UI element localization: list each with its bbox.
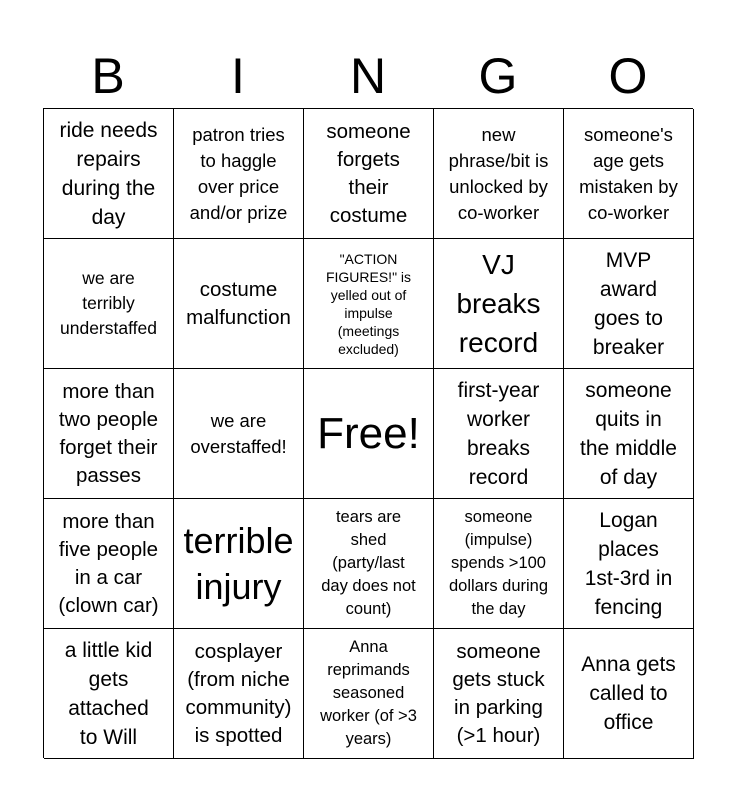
cell-text: someone (impulse) spends >100 dollars during the day bbox=[448, 508, 549, 618]
bingo-cell-r1c1[interactable] bbox=[44, 109, 174, 239]
bingo-cell-r2c3[interactable] bbox=[304, 239, 434, 369]
cell-text: new phrase/bit is unlocked by co-worker bbox=[448, 123, 549, 223]
cell-text: costume malfunction bbox=[186, 277, 291, 329]
bingo-cell-r4c2[interactable] bbox=[174, 499, 304, 629]
cell-text: tears are shed (party/last day does not count) bbox=[321, 508, 416, 618]
bingo-cell-r5c3[interactable] bbox=[304, 629, 434, 759]
cell-text: more than two people forget their passes bbox=[58, 379, 159, 487]
cell-text: VJ breaks record bbox=[456, 249, 541, 358]
header-letter-g: G bbox=[478, 48, 518, 104]
bingo-cell-r4c1[interactable] bbox=[44, 499, 174, 629]
cell-text: we are overstaffed! bbox=[190, 409, 287, 457]
cell-text: we are terribly understaffed bbox=[60, 268, 157, 338]
cell-text: Anna gets called to office bbox=[581, 653, 676, 734]
bingo-cell-r4c5[interactable] bbox=[564, 499, 694, 629]
bingo-cell-r1c4[interactable] bbox=[434, 109, 564, 239]
bingo-cell-r2c1[interactable] bbox=[44, 239, 174, 369]
bingo-board bbox=[43, 108, 693, 758]
bingo-cell-r5c1[interactable] bbox=[44, 629, 174, 759]
bingo-cell-r5c5[interactable] bbox=[564, 629, 694, 759]
bingo-cell-r5c4[interactable] bbox=[434, 629, 564, 759]
cell-text: "ACTION FIGURES!" is yelled out of impulse (meetings excluded) bbox=[325, 250, 412, 357]
bingo-header bbox=[43, 44, 693, 108]
bingo-cell-r4c4[interactable] bbox=[434, 499, 564, 629]
bingo-cell-r4c3[interactable] bbox=[304, 499, 434, 629]
cell-text: first-year worker breaks record bbox=[457, 378, 540, 489]
bingo-cell-free[interactable] bbox=[304, 369, 434, 499]
bingo-cell-r3c5[interactable] bbox=[564, 369, 694, 499]
cell-text: someone forgets their costume bbox=[326, 119, 411, 227]
header-letter-o: O bbox=[608, 48, 648, 104]
cell-text: someone gets stuck in parking (>1 hour) bbox=[452, 639, 545, 747]
cell-text: ride needs repairs during the day bbox=[59, 118, 158, 229]
bingo-cell-r1c5[interactable] bbox=[564, 109, 694, 239]
bingo-cell-r2c2[interactable] bbox=[174, 239, 304, 369]
bingo-cell-r5c2[interactable] bbox=[174, 629, 304, 759]
cell-text: someone quits in the middle of day bbox=[580, 378, 677, 489]
bingo-cell-r1c2[interactable] bbox=[174, 109, 304, 239]
bingo-cell-r2c5[interactable] bbox=[564, 239, 694, 369]
bingo-cell-r3c1[interactable] bbox=[44, 369, 174, 499]
cell-text: patron tries to haggle over price and/or prize bbox=[189, 123, 288, 223]
header-letter-i: I bbox=[231, 48, 245, 104]
cell-text: MVP award goes to breaker bbox=[592, 248, 665, 359]
cell-text: a little kid gets attached to Will bbox=[64, 638, 153, 749]
cell-text: Anna reprimands seasoned worker (of >3 years) bbox=[320, 638, 417, 748]
cell-text: Logan places 1st-3rd in fencing bbox=[584, 508, 673, 619]
bingo-cell-r3c2[interactable] bbox=[174, 369, 304, 499]
header-letter-b: B bbox=[91, 48, 125, 104]
cell-text: someone's age gets mistaken by co-worker bbox=[579, 123, 678, 223]
header-letter-n: N bbox=[349, 48, 387, 104]
cell-text: more than five people in a car (clown car) bbox=[58, 509, 159, 617]
cell-text: terrible injury bbox=[183, 519, 294, 607]
bingo-cell-r1c3[interactable] bbox=[304, 109, 434, 239]
cell-text: cosplayer (from niche community) is spotted bbox=[185, 639, 292, 747]
bingo-cell-r3c4[interactable] bbox=[434, 369, 564, 499]
free-space-label: Free! bbox=[317, 408, 420, 458]
bingo-cell-r2c4[interactable] bbox=[434, 239, 564, 369]
